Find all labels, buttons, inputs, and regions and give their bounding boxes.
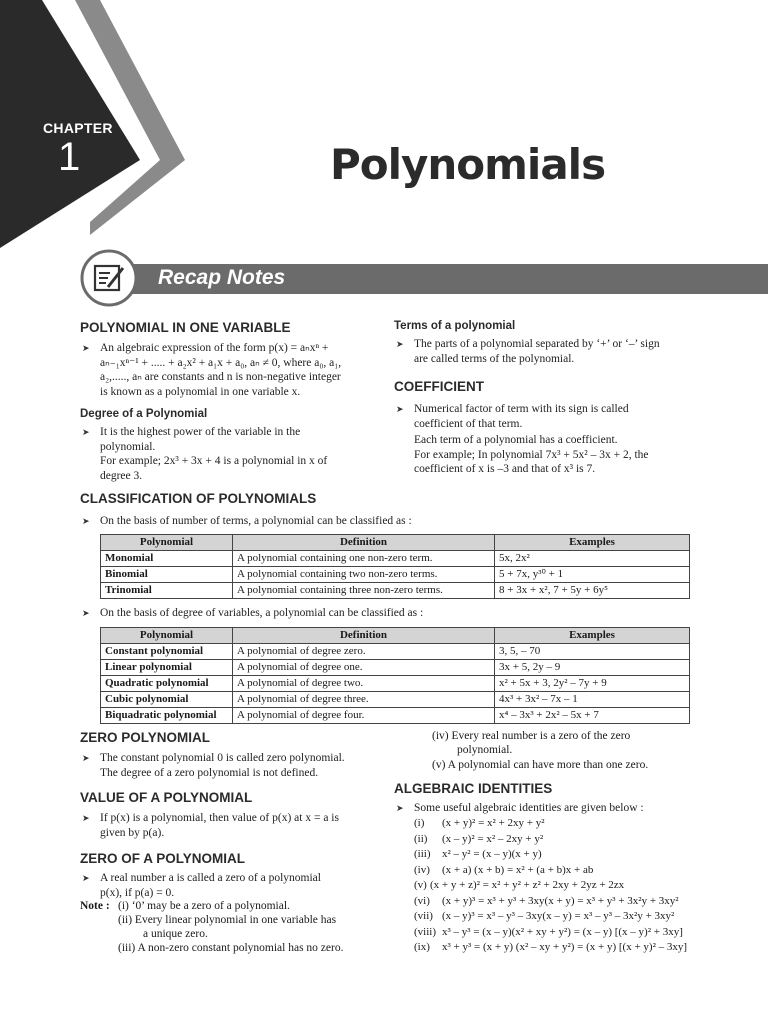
bullet-arrow-icon: ➤	[82, 873, 90, 883]
table-cell: Linear polynomial	[101, 660, 233, 676]
text-line: coefficient of that term.	[414, 417, 523, 430]
table-cell: A polynomial of degree two.	[233, 676, 495, 692]
value-polynomial-definition	[82, 811, 385, 840]
identity-formula: x² – y² = (x – y)(x + y)	[442, 848, 542, 860]
terms-definition	[396, 337, 694, 366]
text-line: coefficient of x is –3 and that of x³ is 7.	[414, 463, 596, 475]
text-line: Each term of a polynomial has a coefficient.	[414, 434, 618, 446]
table-cell: 3, 5, – 70	[495, 644, 690, 660]
one-variable-definition	[82, 341, 378, 399]
zero-notes	[80, 899, 390, 955]
text-line: polynomial.	[100, 440, 156, 453]
column-header: Examples	[495, 535, 690, 551]
table-header-row	[101, 535, 690, 551]
bullet-arrow-icon: ➤	[82, 753, 90, 763]
table-cell: Trinomial	[101, 583, 233, 599]
text-line: It is the highest power of the variable in the	[100, 426, 301, 438]
note-item: (i) ‘0’ may be a zero of a polynomial.	[118, 900, 290, 912]
identity-number: (v)	[414, 879, 427, 891]
table-cell: 5x, 2x²	[495, 551, 690, 567]
table-cell: A polynomial of degree zero.	[233, 644, 495, 660]
identities-intro	[396, 801, 704, 816]
identity-formula: x³ + y³ = (x + y) (x² – xy + y²) = (x + y) [(x + y)² – 3xy]	[442, 941, 688, 953]
notepad-pencil-icon	[80, 249, 138, 307]
text-line: An algebraic expression of the form p(x) = aₙxⁿ +	[100, 342, 329, 354]
identity-item	[414, 910, 674, 923]
bullet-arrow-icon: ➤	[82, 343, 90, 353]
heading-algebraic-identities: ALGEBRAIC IDENTITIES	[394, 781, 553, 796]
text-line: The parts of a polynomial separated by ‘+’ or ‘–’ sign	[414, 338, 660, 350]
note-item: (v) A polynomial can have more than one zero.	[432, 759, 649, 771]
classification-intro-degree	[82, 606, 700, 621]
identity-number: (viii)	[414, 925, 436, 938]
text-line: degree 3.	[100, 469, 143, 482]
text-line: For example; 2x³ + 3x + 4 is a polynomial in x of	[100, 455, 328, 467]
identity-item	[414, 895, 679, 908]
text-line: given by p(a).	[100, 826, 165, 839]
bullet-arrow-icon: ➤	[82, 427, 90, 437]
table-cell: Binomial	[101, 567, 233, 583]
table-cell: A polynomial containing two non-zero terms.	[233, 567, 495, 583]
table-cell: A polynomial containing one non-zero term.	[233, 551, 495, 567]
identity-item	[414, 833, 543, 846]
heading-polynomial-one-variable: POLYNOMIAL IN ONE VARIABLE	[80, 320, 291, 335]
text-line: On the basis of number of terms, a polynomial can be classified as :	[100, 515, 412, 527]
table-by-degree	[100, 627, 690, 724]
zero-notes-continued	[432, 729, 702, 772]
heading-classification: CLASSIFICATION OF POLYNOMIALS	[80, 491, 317, 506]
identity-number: (vii)	[414, 910, 433, 922]
table-cell: A polynomial of degree four.	[233, 708, 495, 724]
identity-formula: (x – y)³ = x³ – y³ – 3xy(x – y) = x³ – y³ – 3x²y + 3xy²	[442, 910, 675, 922]
text-line: A real number a is called a zero of a polynomial	[100, 872, 321, 884]
text-line: Some useful algebraic identities are given below :	[414, 802, 644, 814]
note-item: polynomial.	[457, 744, 513, 756]
note-item: (iv) Every real number is a zero of the zero	[432, 730, 631, 742]
bullet-arrow-icon: ➤	[82, 608, 90, 618]
bullet-arrow-icon: ➤	[396, 803, 404, 813]
identity-formula: (x + y)³ = x³ + y³ + 3xy(x + y) = x³ + y³ + 3x²y + 3xy²	[442, 894, 679, 907]
text-line: If p(x) is a polynomial, then value of p(x) at x = a is	[100, 812, 339, 824]
text-line: Numerical factor of term with its sign is called	[414, 403, 629, 415]
text-line: a₂,....., aₙ are constants and n is non-negative integer	[100, 371, 341, 383]
table-by-terms	[100, 534, 690, 599]
table-row	[101, 676, 690, 692]
coefficient-definition	[396, 402, 694, 477]
table-cell: x² + 5x + 3, 2y² – 7y + 9	[495, 676, 690, 692]
table-cell: Quadratic polynomial	[101, 676, 233, 692]
recap-notes-label: Recap Notes	[158, 266, 286, 289]
note-item: (ii) Every linear polynomial in one variable has	[118, 914, 337, 926]
bullet-arrow-icon: ➤	[396, 339, 404, 349]
zero-of-polynomial-definition	[82, 871, 385, 900]
column-header: Definition	[233, 535, 495, 551]
identity-formula: (x + y + z)² = x² + y² + z² + 2xy + 2yz + 2zx	[430, 879, 625, 891]
table-row	[101, 583, 690, 599]
degree-definition	[82, 425, 378, 483]
column-header: Polynomial	[101, 535, 233, 551]
table-row	[101, 551, 690, 567]
table-row	[101, 567, 690, 583]
table-row	[101, 708, 690, 724]
heading-zero-of-polynomial: ZERO OF A POLYNOMIAL	[80, 851, 246, 866]
table-cell: Monomial	[101, 551, 233, 567]
note-item: (iii) A non-zero constant polynomial has no zero.	[118, 942, 344, 954]
column-header: Examples	[495, 628, 690, 644]
table-cell: Cubic polynomial	[101, 692, 233, 708]
heading-terms: Terms of a polynomial	[394, 320, 516, 332]
text-line: For example; In polynomial 7x³ + 5x² – 3x + 2, the	[414, 448, 649, 461]
identity-number: (ix)	[414, 941, 430, 953]
identities-list	[414, 817, 714, 957]
zero-polynomial-definition	[82, 751, 385, 780]
identity-number: (i)	[414, 817, 425, 829]
bullet-arrow-icon: ➤	[82, 813, 90, 823]
identity-formula: (x + y)² = x² + 2xy + y²	[442, 817, 545, 829]
table-row	[101, 692, 690, 708]
column-header: Definition	[233, 628, 495, 644]
identity-item	[414, 941, 687, 954]
text-line: On the basis of degree of variables, a polynomial can be classified as :	[100, 607, 424, 619]
heading-value-polynomial: VALUE OF A POLYNOMIAL	[80, 790, 253, 805]
identity-number: (iv)	[414, 863, 430, 876]
identity-formula: x³ – y³ = (x – y)(x² + xy + y²) = (x – y) [(x – y)² + 3xy]	[442, 925, 683, 938]
table-cell: 4x³ + 3x² – 7x – 1	[495, 692, 690, 708]
identity-formula: (x + a) (x + b) = x² + (a + b)x + ab	[442, 863, 594, 876]
identity-number: (iii)	[414, 848, 431, 860]
bullet-arrow-icon: ➤	[396, 404, 404, 414]
chapter-label: CHAPTER	[43, 120, 113, 136]
table-header-row	[101, 628, 690, 644]
table-cell: A polynomial of degree one.	[233, 660, 495, 676]
identity-number: (ii)	[414, 832, 428, 845]
identity-item	[414, 926, 683, 939]
text-line: The constant polynomial 0 is called zero polynomial.	[100, 752, 345, 764]
table-cell: Constant polynomial	[101, 644, 233, 660]
classification-intro-terms	[82, 514, 700, 529]
column-header: Polynomial	[101, 628, 233, 644]
identity-formula: (x – y)² = x² – 2xy + y²	[442, 832, 544, 845]
table-row	[101, 660, 690, 676]
table-cell: x⁴ – 3x³ + 2x² – 5x + 7	[495, 708, 690, 724]
heading-degree: Degree of a Polynomial	[80, 408, 208, 420]
text-line: are called terms of the polynomial.	[414, 352, 575, 365]
bullet-arrow-icon: ➤	[82, 516, 90, 526]
heading-coefficient: COEFFICIENT	[394, 379, 484, 394]
identity-item	[414, 864, 593, 877]
table-cell: 8 + 3x + x², 7 + 5y + 6y⁵	[495, 583, 690, 599]
identity-item	[414, 848, 542, 861]
heading-zero-polynomial: ZERO POLYNOMIAL	[80, 730, 211, 745]
table-cell: 3x + 5, 2y – 9	[495, 660, 690, 676]
note-label: Note :	[80, 900, 110, 912]
note-item: a unique zero.	[143, 928, 208, 940]
chapter-number: 1	[58, 135, 81, 179]
table-cell: 5 + 7x, y³⁰ + 1	[495, 567, 690, 583]
table-cell: A polynomial of degree three.	[233, 692, 495, 708]
identity-number: (vi)	[414, 894, 430, 907]
text-line: is known as a polynomial in one variable x.	[100, 385, 301, 398]
page-title: Polynomials	[330, 140, 606, 189]
table-cell: A polynomial containing three non-zero terms.	[233, 583, 495, 599]
text-line: aₙ₋₁xⁿ⁻¹ + ..... + a₂x² + a₁x + a₀, aₙ ≠ 0, where a₀, a₁,	[100, 356, 342, 369]
text-line: p(x), if p(a) = 0.	[100, 886, 175, 899]
text-line: The degree of a zero polynomial is not defined.	[100, 766, 319, 779]
table-cell: Biquadratic polynomial	[101, 708, 233, 724]
identity-item	[414, 817, 545, 830]
identity-item	[414, 879, 624, 892]
table-row	[101, 644, 690, 660]
